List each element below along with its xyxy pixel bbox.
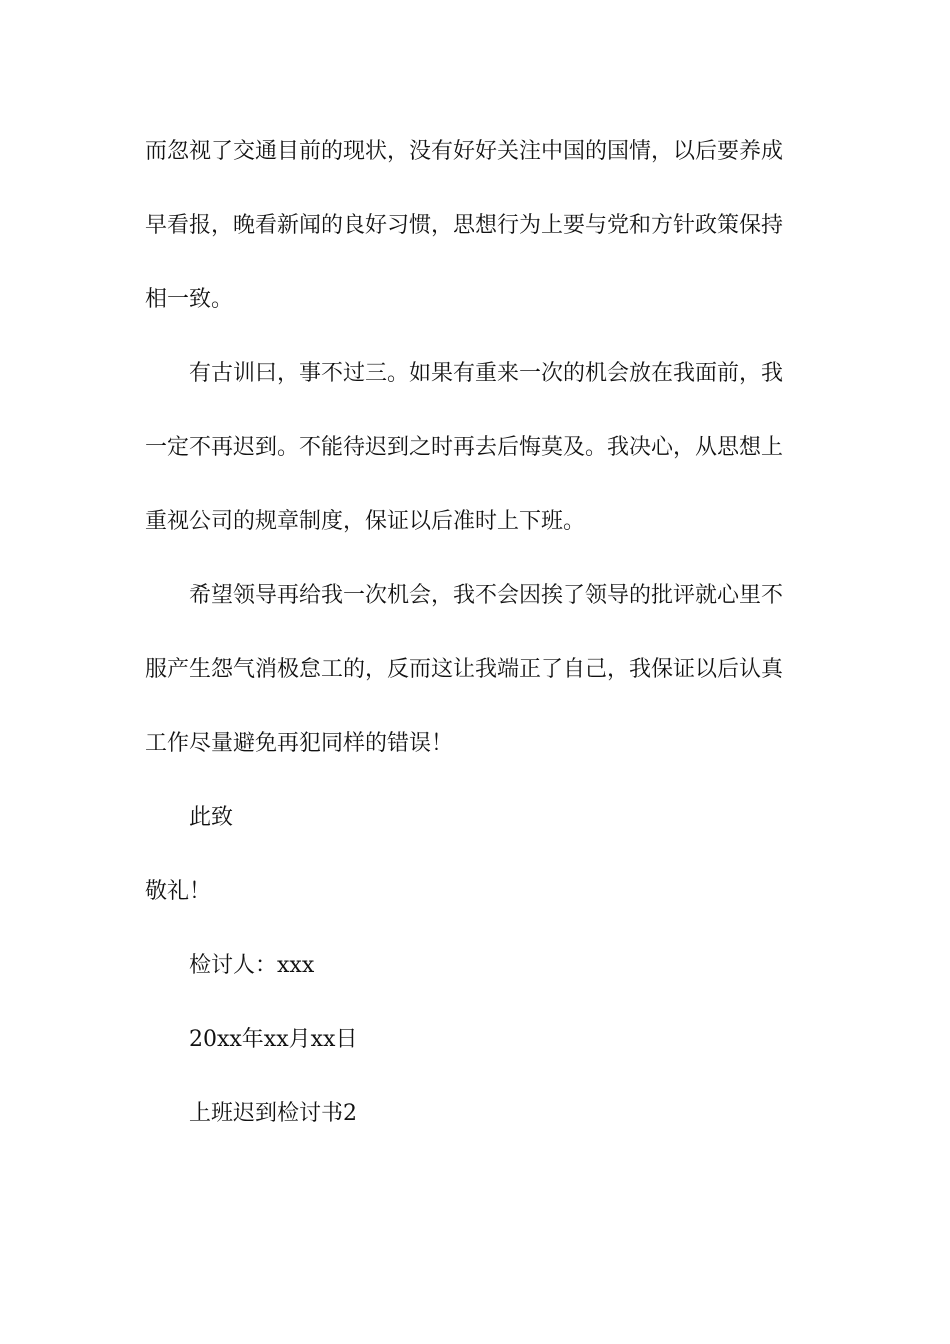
paragraph-line: 一定不再迟到。不能待迟到之时再去后悔莫及。我决心，从思想上: [145, 435, 784, 460]
paragraph-line: 工作尽量避免再犯同样的错误！: [145, 731, 454, 756]
section-title: 上班迟到检讨书2: [189, 1101, 357, 1126]
closing-text: 此致: [189, 805, 234, 830]
salutation-text: 敬礼！: [145, 879, 212, 904]
signature-text: 检讨人：xxx: [189, 953, 315, 978]
paragraph-line: 早看报，晚看新闻的良好习惯，思想行为上要与党和方针政策保持: [145, 213, 784, 238]
date-text: 20xx年xx月xx日: [189, 1027, 358, 1052]
paragraph-line: 相一致。: [145, 287, 234, 312]
paragraph-line: 服产生怨气消极怠工的，反而这让我端正了自己，我保证以后认真: [145, 657, 784, 682]
paragraph-line: 有古训曰，事不过三。如果有重来一次的机会放在我面前，我: [189, 361, 784, 386]
paragraph-line: 而忽视了交通目前的现状，没有好好关注中国的国情，以后要养成: [145, 139, 784, 164]
paragraph-line: 重视公司的规章制度，保证以后准时上下班。: [145, 509, 586, 534]
paragraph-line: 希望领导再给我一次机会，我不会因挨了领导的批评就心里不: [189, 583, 784, 608]
